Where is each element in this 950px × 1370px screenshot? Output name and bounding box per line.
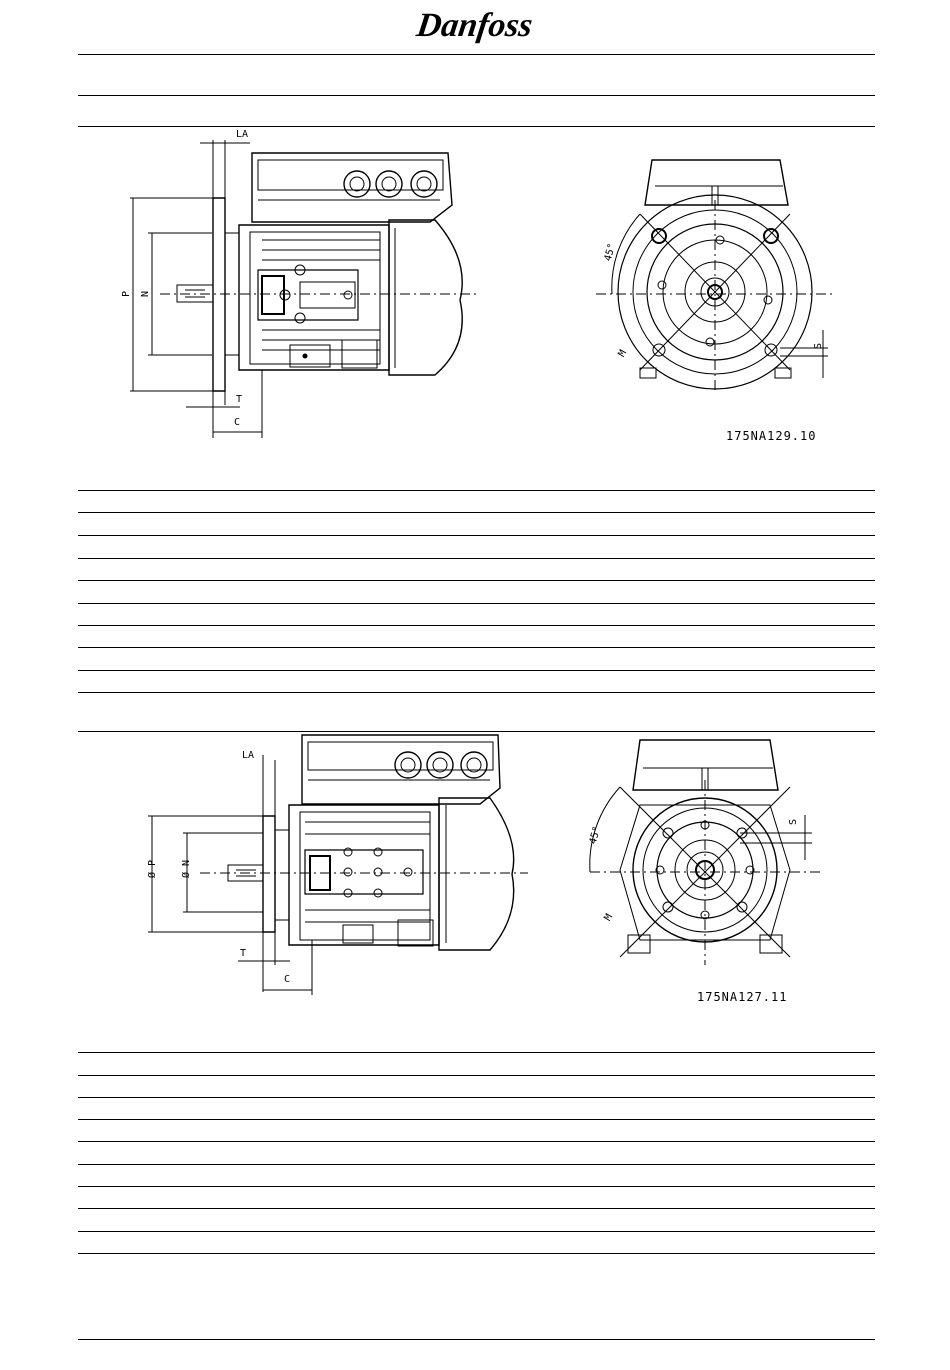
dim-label-n: N — [140, 290, 151, 297]
dim-label-s: S — [788, 818, 799, 825]
dim-label-t: T — [240, 948, 247, 959]
drawing-reference-1: 175NA129.10 — [726, 429, 817, 443]
drawing-reference-2: 175NA127.11 — [697, 990, 788, 1004]
dim-label-la: LA — [236, 129, 249, 140]
dim-label-m: M — [602, 912, 616, 923]
dim-label-c: C — [284, 974, 291, 985]
dim-label-angle: 45° — [602, 242, 619, 263]
table-rule — [78, 1075, 875, 1076]
table-rule — [78, 1253, 875, 1254]
dim-label-angle: 45° — [587, 825, 604, 846]
dim-label-c: C — [234, 417, 241, 428]
dim-label-la: LA — [242, 750, 255, 761]
danfoss-logo-text: Danfoss — [414, 7, 535, 44]
table-rule — [78, 1097, 875, 1098]
table-rule — [78, 1164, 875, 1165]
dim-label-s: S — [813, 342, 824, 349]
dim-label-p: P — [121, 290, 132, 297]
dim-label-p: Ø P — [147, 859, 158, 878]
dim-label-m: M — [616, 348, 630, 359]
table-rule — [78, 1186, 875, 1187]
table-rule — [78, 1052, 875, 1053]
table-rule — [78, 1208, 875, 1209]
table-rule — [78, 1141, 875, 1142]
table-rule — [78, 1231, 875, 1232]
table-rule — [78, 1119, 875, 1120]
dim-label-n: Ø N — [181, 859, 192, 878]
dim-label-t: T — [236, 394, 243, 405]
footer-divider — [78, 1339, 875, 1340]
